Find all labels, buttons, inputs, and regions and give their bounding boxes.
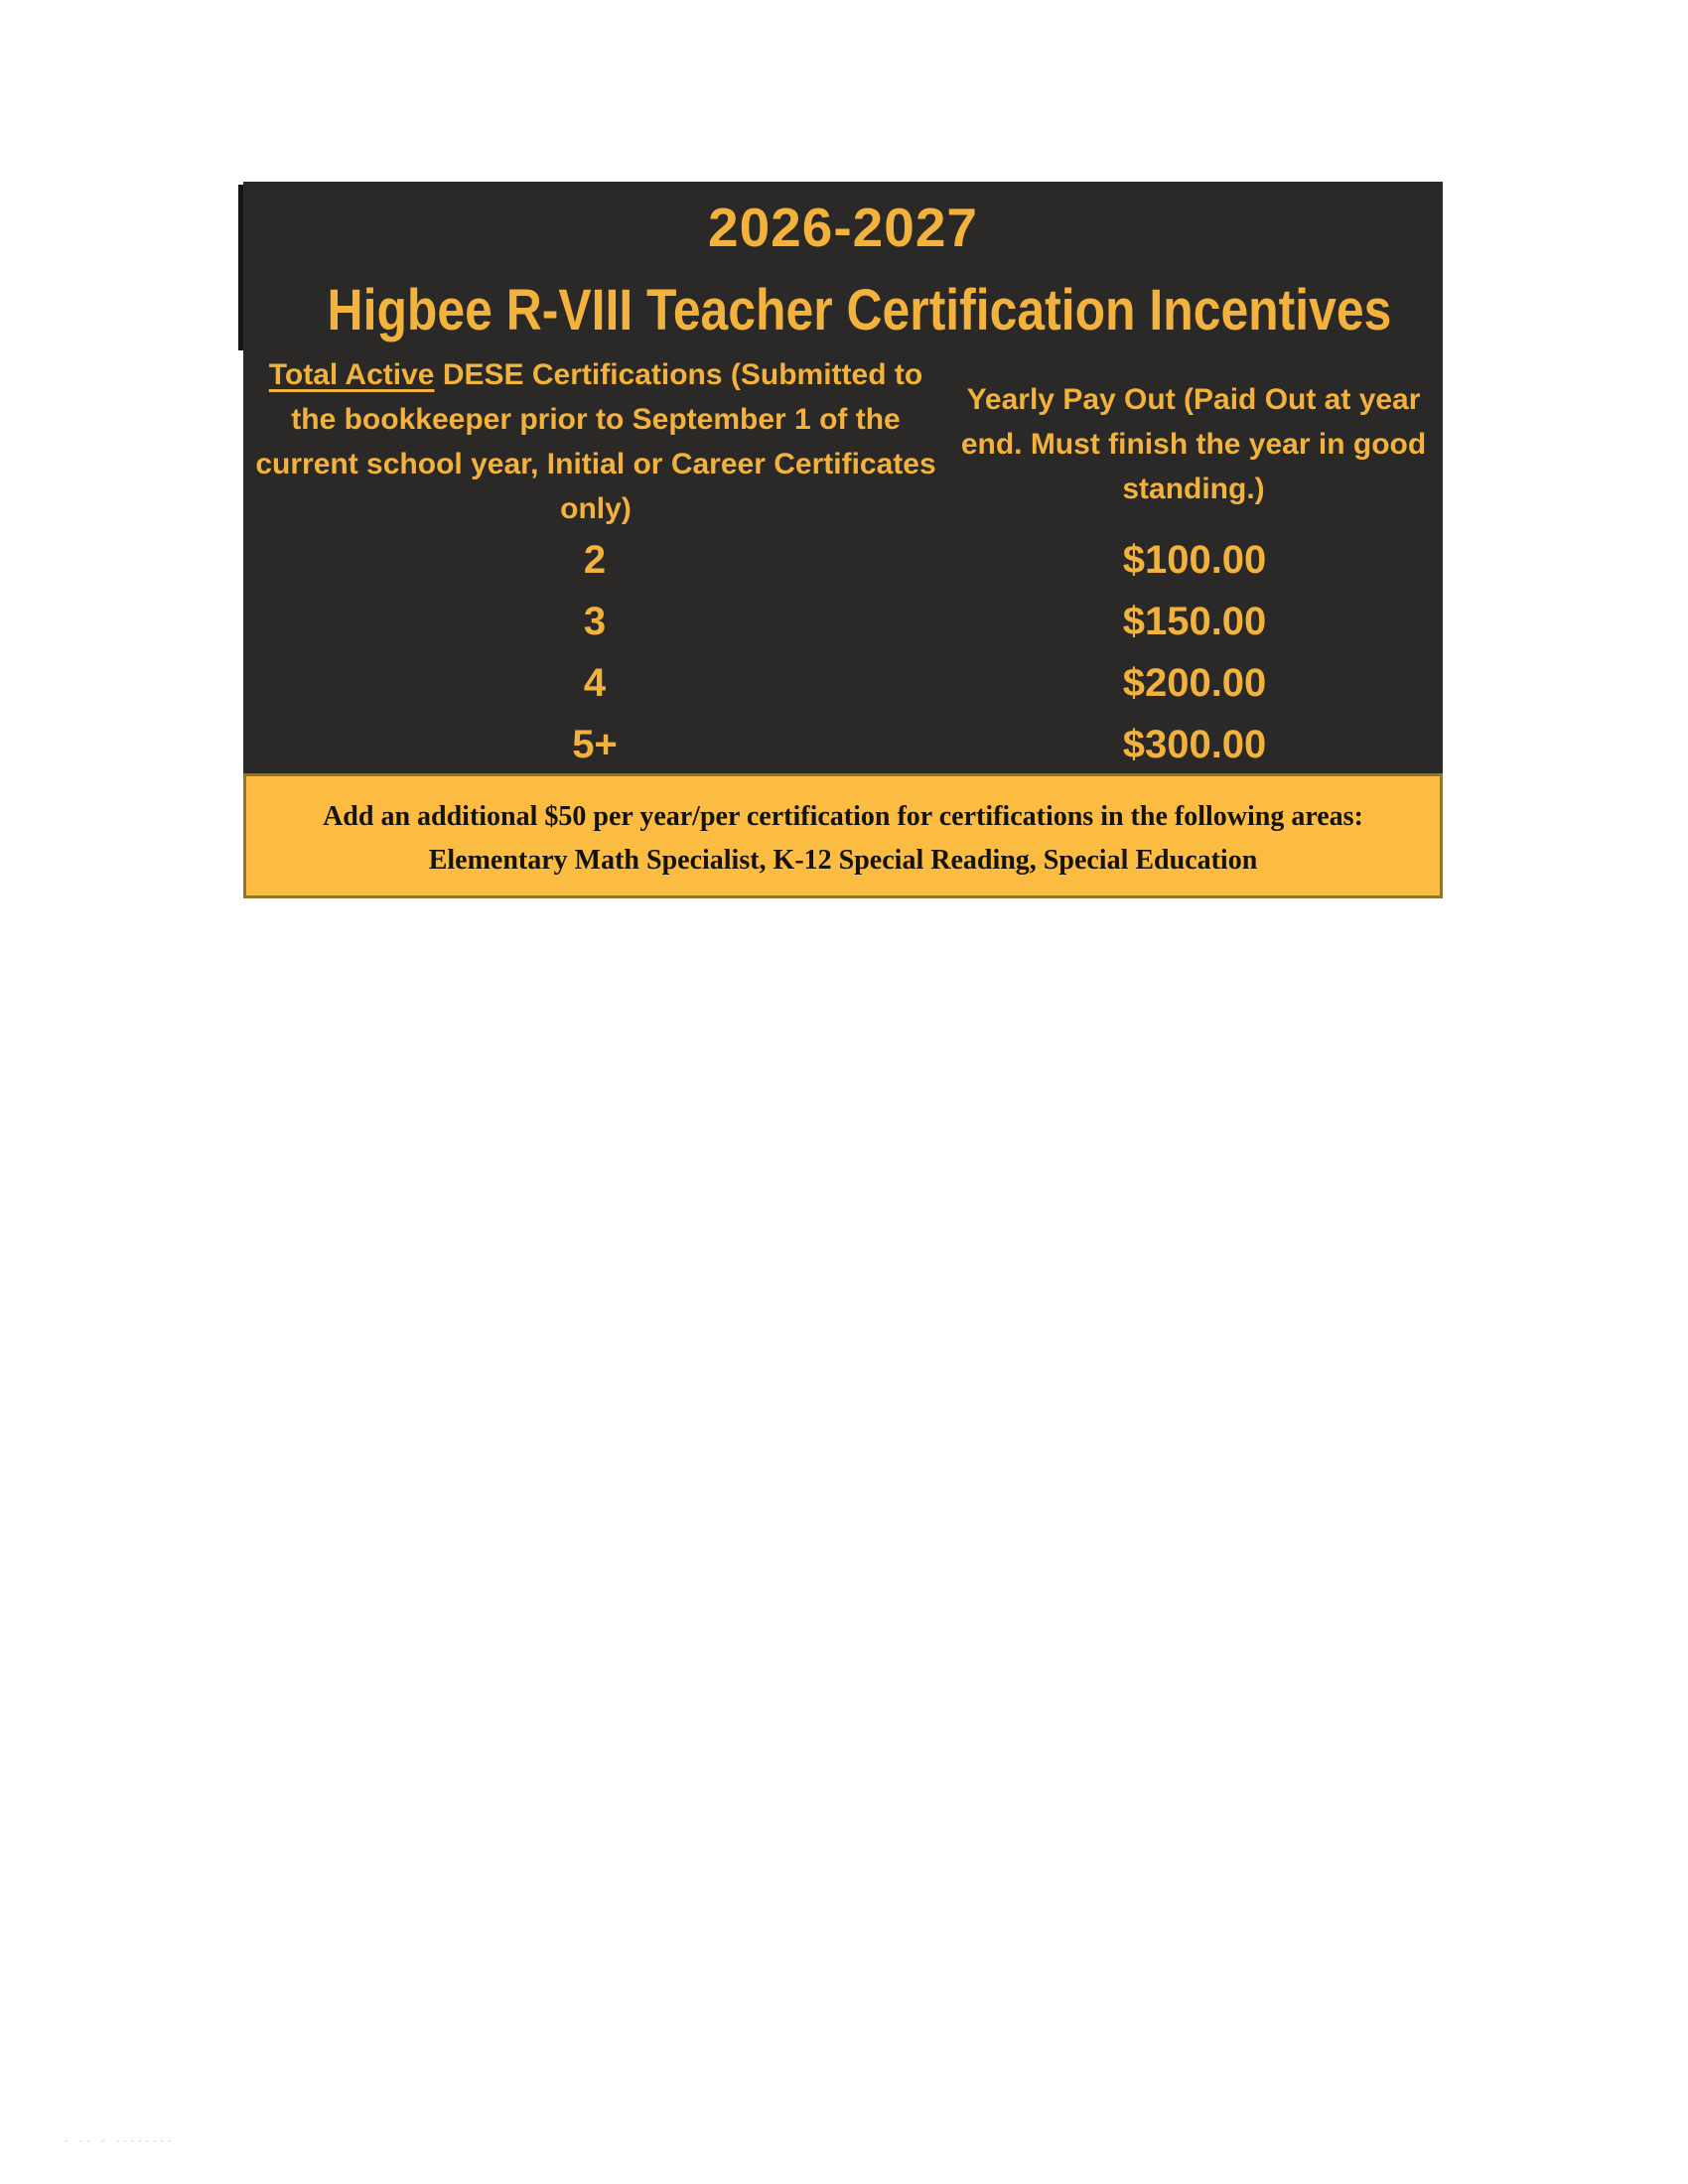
total-active-underlined-text: Total Active bbox=[268, 358, 435, 391]
certifications-header-rest-text: DESE Certifications (Submitted to the bookkeeper prior to September 1 of the current school year, Initial or Career Certificates only) bbox=[255, 358, 936, 525]
cert-count-cell: 3 bbox=[583, 600, 607, 643]
incentive-table-rows bbox=[243, 529, 1443, 775]
table-row bbox=[243, 529, 1443, 591]
payout-cell: $200.00 bbox=[1122, 661, 1267, 705]
cert-count-cell: 4 bbox=[583, 661, 607, 705]
flyer-title: Higbee R-VIII Teacher Certification Incentives bbox=[327, 278, 1392, 342]
certification-incentives-flyer bbox=[243, 182, 1443, 773]
table-row bbox=[243, 714, 1443, 775]
payout-cell: $150.00 bbox=[1122, 600, 1267, 643]
cert-count-cell: 5+ bbox=[572, 723, 618, 766]
payout-column-header: Yearly Pay Out (Paid Out at year end. Must finish the year in good standing.) bbox=[960, 383, 1427, 505]
note-line-2: Elementary Math Specialist, K-12 Special Reading, Special Education bbox=[428, 845, 1258, 876]
certifications-column-header bbox=[245, 352, 946, 531]
payout-cell: $100.00 bbox=[1122, 538, 1267, 582]
cert-count-cell: 2 bbox=[583, 538, 607, 582]
school-year-heading: 2026-2027 bbox=[707, 197, 979, 258]
table-row bbox=[243, 652, 1443, 714]
payout-cell: $300.00 bbox=[1122, 723, 1267, 766]
footer-fine-print: - -- - -------- bbox=[64, 2136, 175, 2146]
table-row bbox=[243, 591, 1443, 652]
note-line-1: Add an additional $50 per year/per certification for certifications in the following areas: bbox=[323, 801, 1363, 832]
additional-incentive-note bbox=[243, 773, 1443, 898]
